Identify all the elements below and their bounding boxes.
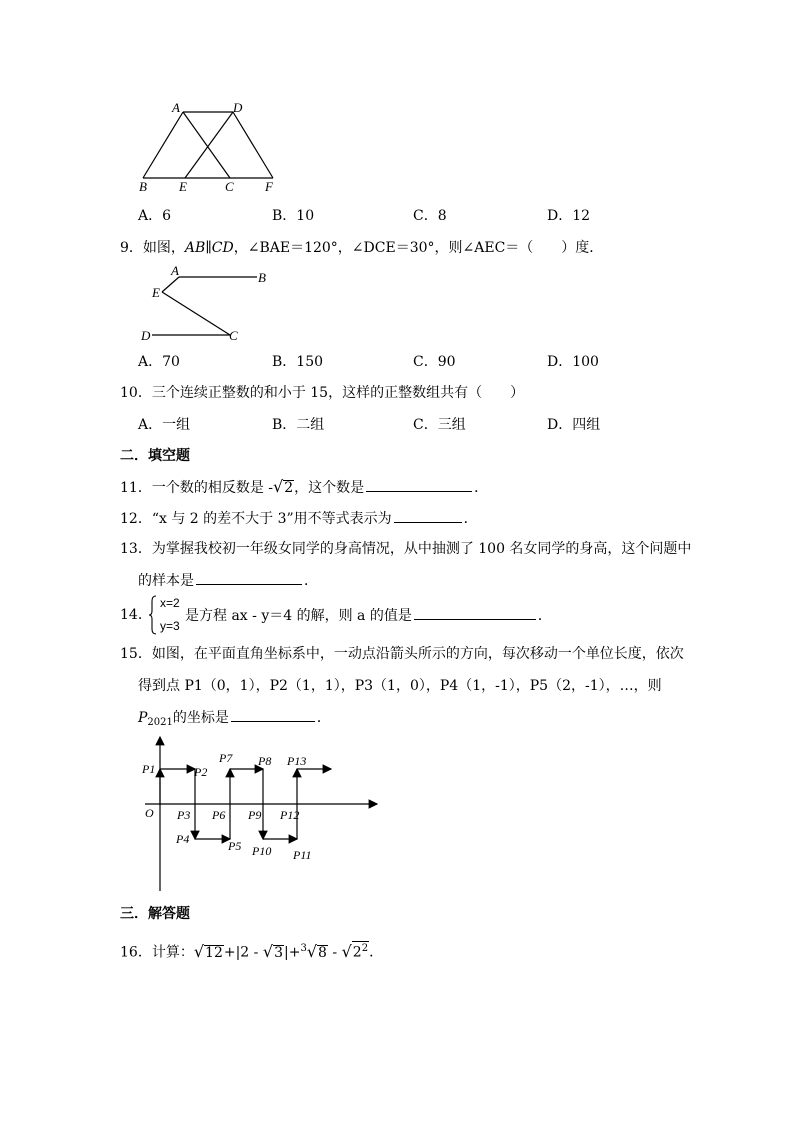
q12-end: ． xyxy=(463,511,478,527)
q13-end: ． xyxy=(304,573,318,589)
q9-parallel: AB∥CD xyxy=(184,240,234,256)
q15-end: ． xyxy=(316,710,331,726)
q16-cube-index: 3 xyxy=(300,943,307,954)
q13-line1: 13．为掌握我校初一年级女同学的身高情况，从中抽测了 100 名女同学的身高，这个问题中 xyxy=(120,541,692,557)
q11 xyxy=(120,478,488,497)
q13-answer-blank[interactable] xyxy=(196,571,302,585)
figure-q15 xyxy=(135,735,385,895)
q16-radicand-8: 8 xyxy=(318,944,327,961)
label-a: A xyxy=(172,100,180,115)
q10-option-c[interactable]: C．三组 xyxy=(413,417,466,433)
q15-p: P xyxy=(138,710,148,726)
figure-q8 xyxy=(130,98,290,198)
q15-line3 xyxy=(138,708,331,732)
q14-body xyxy=(185,606,552,625)
q15-answer-blank[interactable] xyxy=(231,708,315,722)
label-c: C xyxy=(229,328,238,343)
line-de xyxy=(185,112,233,178)
label-b: B xyxy=(139,179,147,194)
line-ec xyxy=(162,292,230,335)
q16-minus: - xyxy=(327,944,342,961)
label-f: F xyxy=(265,179,273,194)
label-p3: P3 xyxy=(177,808,191,822)
label-p4: P4 xyxy=(176,832,190,846)
q8-option-d[interactable]: D．12 xyxy=(547,208,591,224)
q16-radicand-12: 12 xyxy=(205,944,223,961)
q12-text: 12．“x 与 2 的差不大于 3”用不等式表示为 xyxy=(120,511,392,527)
label-origin: O xyxy=(145,806,154,820)
line-ae xyxy=(162,277,179,292)
label-p13: P13 xyxy=(287,754,307,768)
q9-text-pre: 如图， xyxy=(142,240,185,256)
line-df xyxy=(233,112,273,178)
label-p8: P8 xyxy=(258,754,272,768)
section-fill-in-heading: 二．填空题 xyxy=(120,448,190,464)
label-e: E xyxy=(152,285,160,300)
section-solve-heading: 三．解答题 xyxy=(120,906,190,922)
q9-angles: ，∠BAE＝120°，∠DCE＝30°，则∠AEC＝（ ）度． xyxy=(233,240,604,256)
q10-option-a[interactable]: A．一组 xyxy=(138,417,191,433)
label-d: D xyxy=(141,328,151,343)
q8-option-a[interactable]: A．6 xyxy=(138,208,172,224)
q8-option-c[interactable]: C．8 xyxy=(413,208,447,224)
q14-answer-blank[interactable] xyxy=(414,606,536,620)
q16-radicand-2sq xyxy=(352,941,369,960)
q9-number: 9． xyxy=(120,240,143,256)
label-a: A xyxy=(171,263,179,278)
label-p2: P2 xyxy=(194,765,208,779)
q11-end: ． xyxy=(474,480,489,496)
q16-end: ． xyxy=(369,944,384,961)
label-c: C xyxy=(225,179,234,194)
q14-text: 是方程 ax - y＝4 的解，则 a 的值是 xyxy=(185,608,412,624)
label-e: E xyxy=(179,179,187,194)
q16-pre: 16．计算： xyxy=(120,944,194,961)
radical-icon: √ xyxy=(273,477,284,496)
q14-sys-line2: y=3 xyxy=(160,619,180,633)
q10-option-d[interactable]: D．四组 xyxy=(547,417,601,433)
q10-option-b[interactable]: B．二组 xyxy=(272,417,325,433)
q9-option-c[interactable]: C．90 xyxy=(413,354,456,370)
q13-line2 xyxy=(138,571,318,590)
q11-pre: 11．一个数的相反数是 - xyxy=(120,480,273,496)
q15-line2: 得到点 P1（0，1），P2（1，1），P3（1，0），P4（1，-1），P5（2，-1），…，则 xyxy=(138,678,662,694)
q16-radicand-3: 3 xyxy=(274,944,283,961)
q13-text: 的样本是 xyxy=(138,573,194,589)
q16-abs-open: +|2 - xyxy=(223,944,263,961)
label-p12: P12 xyxy=(280,808,300,822)
line-ac xyxy=(183,112,230,178)
q15-text: 的坐标是 xyxy=(172,710,229,726)
label-p7: P7 xyxy=(219,751,233,765)
radical-icon: √ xyxy=(262,941,274,961)
label-p5: P5 xyxy=(228,839,242,853)
q16-abs-close: |+ xyxy=(283,944,301,961)
label-p10: P10 xyxy=(252,844,272,858)
q9-option-d[interactable]: D．100 xyxy=(547,354,599,370)
q9-option-a[interactable]: A．70 xyxy=(138,354,180,370)
line-ab xyxy=(143,112,183,178)
brace-icon xyxy=(148,595,158,635)
label-p1: P1 xyxy=(142,762,156,776)
q11-radicand: 2 xyxy=(284,480,294,496)
q10-stem: 10．三个连续正整数的和小于 15，这样的正整数组共有（ ） xyxy=(120,385,525,401)
radical-icon: √ xyxy=(341,941,352,961)
figure-q9 xyxy=(135,262,275,346)
q9-option-b[interactable]: B．150 xyxy=(272,354,324,370)
q12 xyxy=(120,509,478,528)
label-p11: P11 xyxy=(293,848,312,862)
label-b: B xyxy=(258,270,266,285)
q14-sys-line1: x=2 xyxy=(160,596,180,610)
q11-post: ，这个数是 xyxy=(294,480,365,496)
q14-end: ． xyxy=(537,608,552,624)
label-p9: P9 xyxy=(248,808,262,822)
q15-p-subscript: 2021 xyxy=(147,717,173,728)
q16-exponent: 2 xyxy=(361,943,369,954)
q8-option-b[interactable]: B．10 xyxy=(272,208,315,224)
label-d: D xyxy=(233,100,243,115)
q16-base: 2 xyxy=(352,944,362,961)
radical-icon: √ xyxy=(193,941,205,961)
q9-stem xyxy=(120,239,603,257)
radical-icon: √ xyxy=(306,941,318,961)
q16 xyxy=(120,940,383,962)
label-p6: P6 xyxy=(212,808,226,822)
q14-number: 14． xyxy=(120,607,152,623)
q11-answer-blank[interactable] xyxy=(366,478,472,492)
q15-line1: 15．如图，在平面直角坐标系中，一动点沿箭头所示的方向，每次移动一个单位长度，依次 xyxy=(120,646,684,662)
q12-answer-blank[interactable] xyxy=(394,509,462,523)
